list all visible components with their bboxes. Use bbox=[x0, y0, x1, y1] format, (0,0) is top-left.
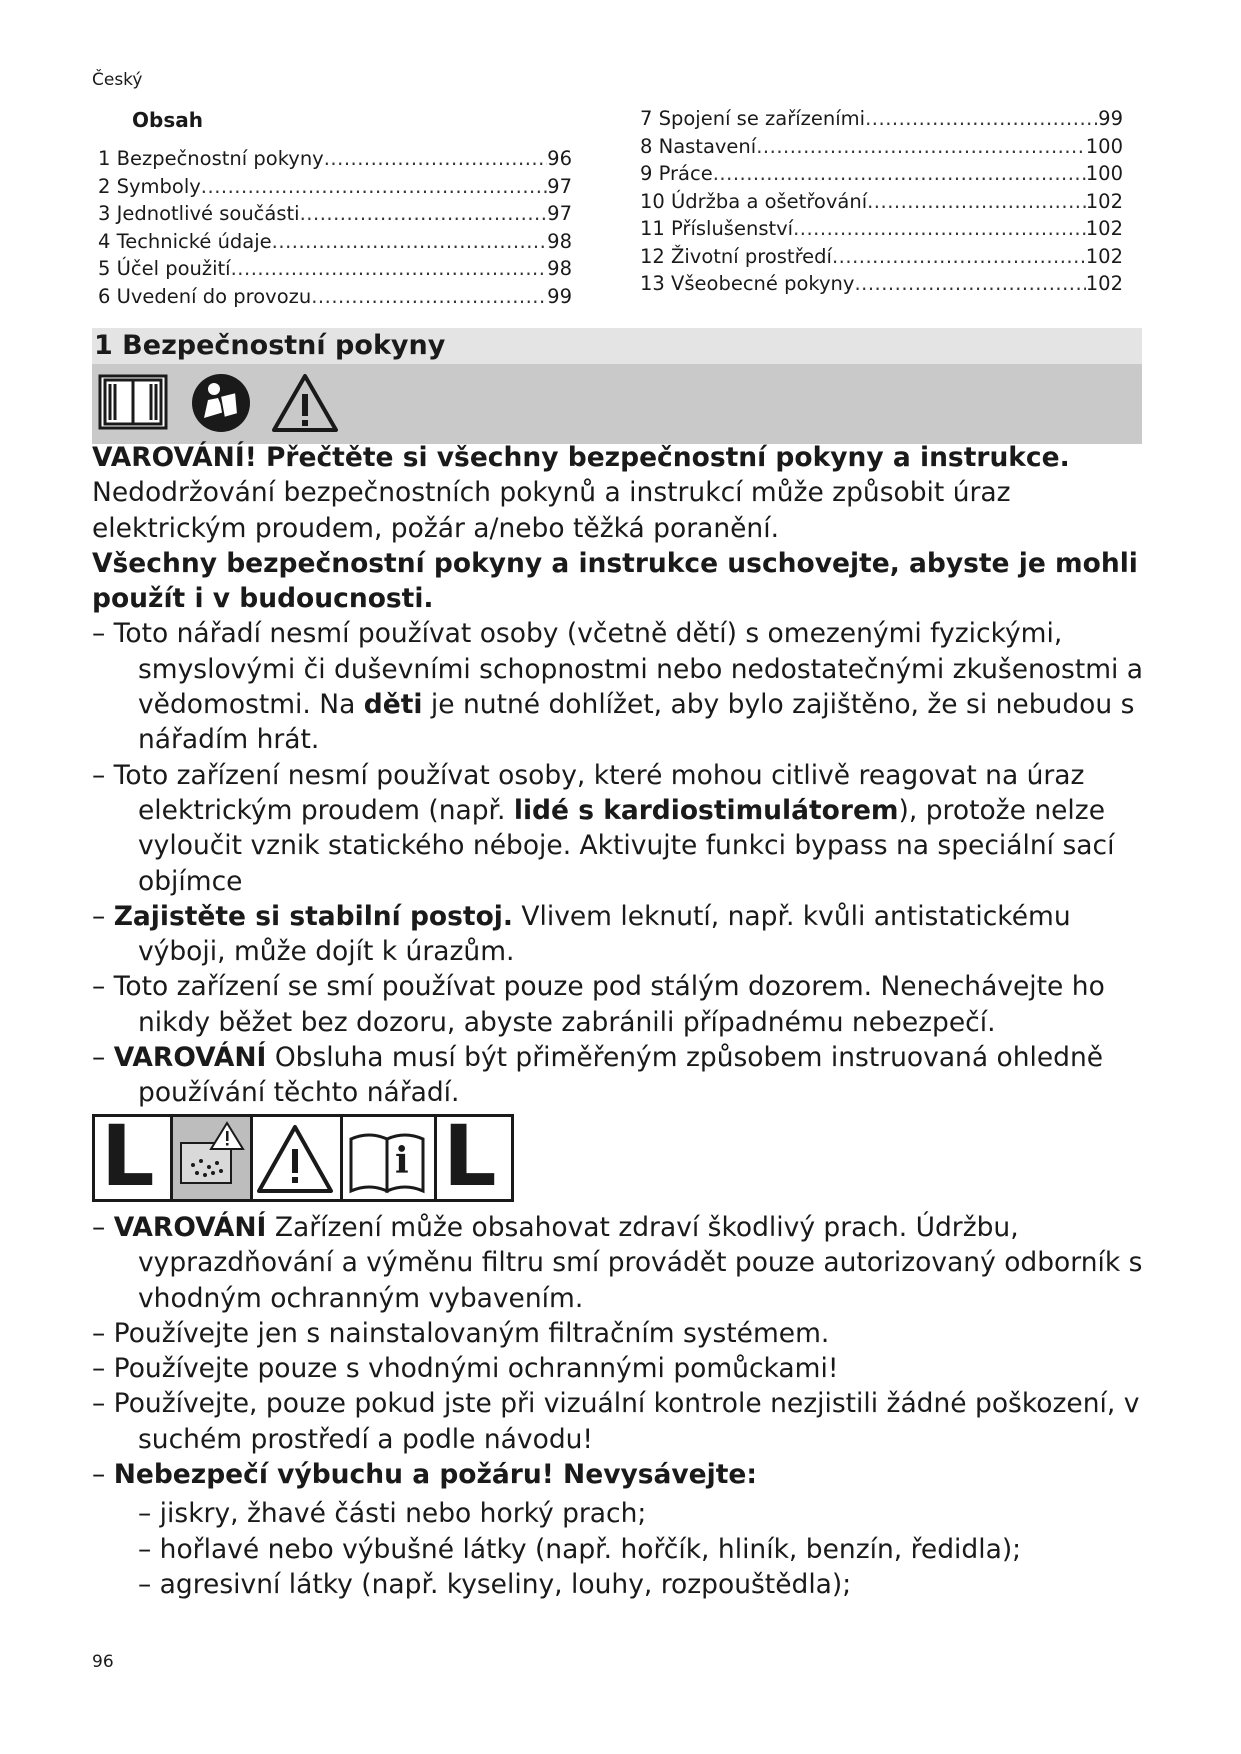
list-item: – Používejte, pouze pokud jste při vizuální kontrole nezjistili žádné poškození, v suchém prostředí a podle návodu! bbox=[92, 1388, 1140, 1455]
sub-list-item: – hořlavé nebo výbušné látky (např. hořčík, hliník, benzín, ředidla); bbox=[138, 1533, 1022, 1565]
toc-entry[interactable]: 9 Práce ..... 100 bbox=[640, 160, 1123, 188]
section-heading: 1 Bezpečnostní pokyny bbox=[92, 328, 1142, 364]
page-number: 96 bbox=[92, 1652, 114, 1672]
list-item: – VAROVÁNÍ Obsluha musí být přiměřeným způsobem instruovaná ohledně používání těchto nářadí. bbox=[92, 1042, 1104, 1109]
toc-entry[interactable]: 1 Bezpečnostní pokyny ..... 96 bbox=[98, 145, 572, 173]
toc-entry[interactable]: 2 Symboly ..... 97 bbox=[98, 173, 572, 201]
toc-entry[interactable]: 5 Účel použití ..... 98 bbox=[98, 255, 572, 283]
toc-entry[interactable]: 12 Životní prostředí ..... 102 bbox=[640, 243, 1123, 271]
toc-right-column bbox=[640, 105, 1123, 298]
toc-left-column bbox=[98, 145, 572, 310]
toc-entry[interactable]: 3 Jednotlivé součásti ..... 97 bbox=[98, 200, 572, 228]
list-item: – Používejte pouze s vhodnými ochrannými pomůckami! bbox=[92, 1353, 839, 1385]
toc-entry[interactable]: 8 Nastavení ..... 100 bbox=[640, 133, 1123, 161]
toc-entry[interactable]: 10 Údržba a ošetřování ..... 102 bbox=[640, 188, 1123, 216]
dust-class-l-icon: L bbox=[95, 1117, 173, 1199]
dust-class-l-icon: L bbox=[443, 1107, 497, 1205]
sub-list-item: – jiskry, žhavé části nebo horký prach; bbox=[138, 1498, 647, 1530]
safety-text-block-2 bbox=[92, 1210, 1152, 1602]
list-item: – Zajistěte si stabilní postoj. Vlivem leknutí, např. kvůli antistatickému výboji, může dojít k úrazům. bbox=[92, 900, 1071, 968]
warning-triangle-icon bbox=[270, 372, 340, 434]
sub-list-item: – agresivní látky (např. kyseliny, louhy, rozpouštědla); bbox=[138, 1568, 852, 1600]
info-manual-icon: i bbox=[343, 1117, 437, 1199]
toc-title: Obsah bbox=[132, 108, 203, 132]
keep-instructions-paragraph: Všechny bezpečnostní pokyny a instrukce uschovejte, abyste je mohli použít i v budoucnosti. bbox=[92, 547, 1138, 615]
safety-text-block-1 bbox=[92, 440, 1152, 1111]
toc-entry[interactable]: 7 Spojení se zařízeními ..... 99 bbox=[640, 105, 1123, 133]
toc-entry[interactable]: 13 Všeobecné pokyny ..... 102 bbox=[640, 270, 1123, 298]
list-item: – Nebezpečí výbuchu a požáru! Nevysávejte: bbox=[92, 1459, 757, 1491]
dust-class-symbol-box bbox=[92, 1107, 514, 1205]
toc-entry[interactable]: 6 Uvedení do provozu ..... 99 bbox=[98, 283, 572, 311]
warning-triangle-icon bbox=[253, 1117, 343, 1199]
list-item: – Používejte jen s nainstalovaným filtračním systémem. bbox=[92, 1317, 830, 1349]
list-item: – Toto nářadí nesmí používat osoby (včetně dětí) s omezenými fyzickými, smyslovými či duševními schopnostmi nebo nedostatečnými zkušenostmi a vědomostmi. Na děti je nutné dohlížet, aby bylo zajištěno, že si nebudou s nářadím hrát. bbox=[92, 618, 1144, 756]
warning-paragraph: VAROVÁNÍ! Přečtěte si všechny bezpečnostní pokyny a instrukce. Nedodržování bezpečnostních pokynů a instrukcí může způsobit úraz elektrickým proudem, požár a/nebo těžká poranění. bbox=[92, 442, 1070, 544]
manual-book-icon bbox=[98, 372, 168, 432]
toc-entry[interactable]: 4 Technické údaje ..... 98 bbox=[98, 228, 572, 256]
list-item: – Toto zařízení nesmí používat osoby, které mohou citlivě reagovat na úraz elektrickým proudem (např. lidé s kardiostimulátorem), protože nelze vyloučit vznik statického néboje. Aktivujte funkci bypass na speciální sací objímce bbox=[92, 759, 1115, 897]
read-manual-icon bbox=[190, 372, 252, 434]
toc-entry[interactable]: 11 Příslušenství ..... 102 bbox=[640, 215, 1123, 243]
dust-hazard-icon bbox=[173, 1117, 253, 1199]
list-item: – VAROVÁNÍ Zařízení může obsahovat zdraví škodlivý prach. Údržbu, vyprazdňování a výměnu filtru smí provádět pouze autorizovaný odborník s vhodným ochranným vybavením. bbox=[92, 1212, 1143, 1314]
list-item: – Toto zařízení se smí používat pouze pod stálým dozorem. Nenechávejte ho nikdy běžet bez dozoru, abyste zabránili případnému nebezpečí. bbox=[92, 971, 1105, 1038]
language-label: Český bbox=[92, 70, 143, 90]
